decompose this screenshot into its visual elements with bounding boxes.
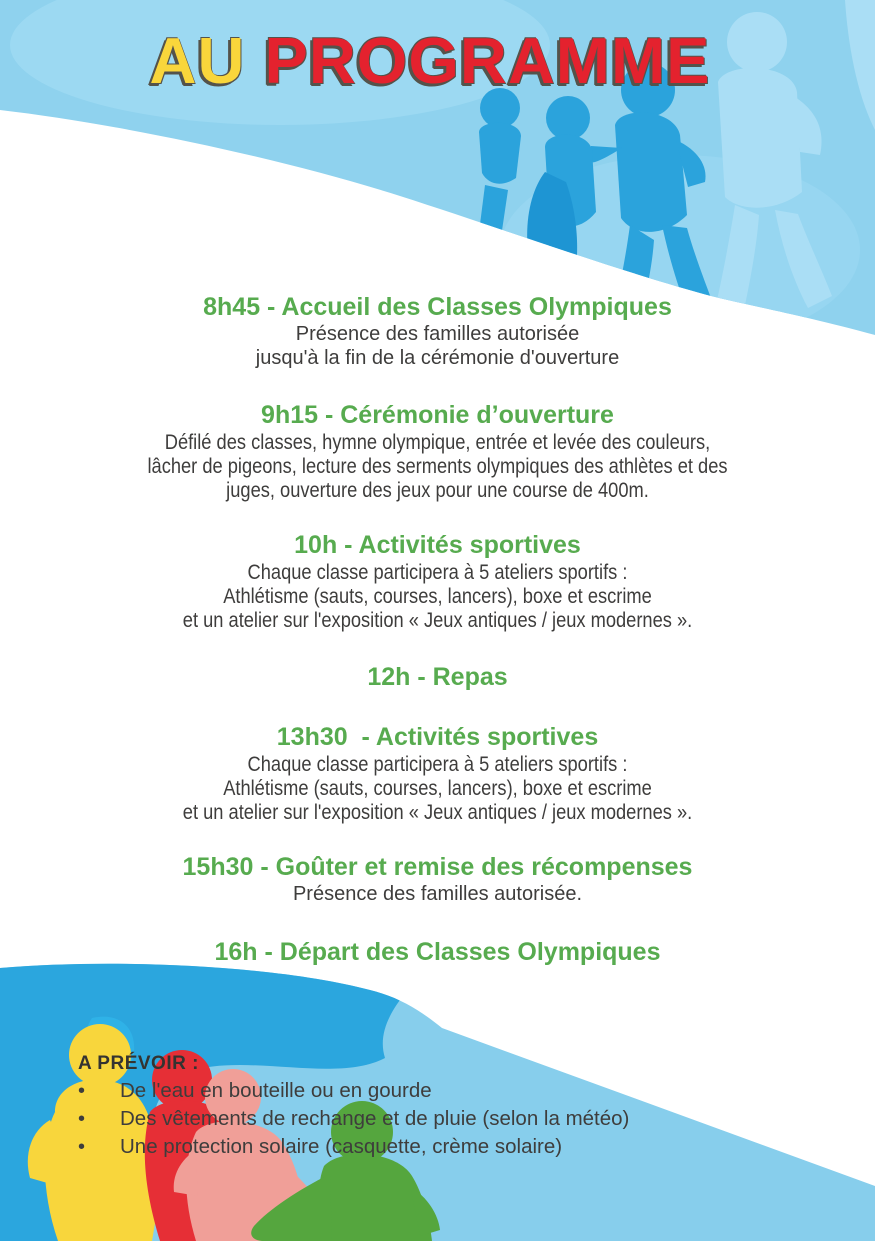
body-line: Défilé des classes, hymne olympique, entrée et levée des couleurs, bbox=[164, 430, 711, 454]
to-bring-heading: A PRÉVOIR : bbox=[78, 1053, 199, 1074]
body-line: et un atelier sur l'exposition « Jeux antiques / jeux modernes ». bbox=[182, 800, 693, 824]
bullet-text: Des vêtements de rechange et de pluie (selon la météo) bbox=[120, 1107, 630, 1130]
body-line: lâcher de pigeons, lecture des serments olympiques des athlètes et des bbox=[147, 454, 728, 478]
body-line: juges, ouverture des jeux pour une course de 400m. bbox=[226, 478, 649, 502]
section-heading: 12h - Repas bbox=[367, 663, 508, 691]
title-space bbox=[245, 24, 264, 97]
title-word-programme: PROGRAMME bbox=[264, 24, 711, 97]
section-heading: 16h - Départ des Classes Olympiques bbox=[214, 938, 661, 966]
schedule-section bbox=[0, 852, 875, 906]
section-heading: 13h30 - Activités sportives bbox=[276, 723, 599, 751]
body-line: jusqu'à la fin de la cérémonie d'ouverture bbox=[255, 347, 620, 369]
bullet-item bbox=[78, 1133, 718, 1161]
body-line: Athlétisme (sauts, courses, lancers), boxe et escrime bbox=[223, 776, 652, 800]
body-line: Chaque classe participera à 5 ateliers sportifs : bbox=[247, 752, 628, 776]
section-heading: 9h15 - Cérémonie d’ouverture bbox=[261, 401, 614, 429]
body-line: Présence des familles autorisée. bbox=[292, 883, 583, 905]
section-heading: 15h30 - Goûter et remise des récompenses bbox=[182, 853, 693, 881]
schedule-section bbox=[0, 662, 875, 692]
body-line: Présence des familles autorisée bbox=[295, 323, 580, 345]
bullet-dot: • bbox=[78, 1080, 86, 1102]
section-heading: 8h45 - Accueil des Classes Olympiques bbox=[203, 293, 672, 321]
body-line: et un atelier sur l'exposition « Jeux antiques / jeux modernes ». bbox=[182, 608, 693, 632]
bullet-dot: • bbox=[78, 1136, 86, 1158]
schedule-section bbox=[0, 400, 875, 502]
to-bring-block bbox=[78, 1051, 718, 1161]
bullet-dot: • bbox=[78, 1108, 86, 1130]
schedule-section bbox=[0, 292, 875, 370]
body-line: Athlétisme (sauts, courses, lancers), boxe et escrime bbox=[223, 584, 652, 608]
bullet-text: Une protection solaire (casquette, crème solaire) bbox=[120, 1135, 563, 1158]
title-word-au: AU bbox=[149, 24, 246, 97]
bullet-item bbox=[78, 1105, 718, 1133]
flyer-title bbox=[0, 24, 860, 97]
schedule-section bbox=[0, 722, 875, 824]
section-heading: 10h - Activités sportives bbox=[294, 531, 581, 559]
body-line: Chaque classe participera à 5 ateliers sportifs : bbox=[247, 560, 628, 584]
schedule-section bbox=[0, 530, 875, 632]
bullet-text: De l'eau en bouteille ou en gourde bbox=[120, 1079, 432, 1102]
bullet-item bbox=[78, 1077, 718, 1105]
